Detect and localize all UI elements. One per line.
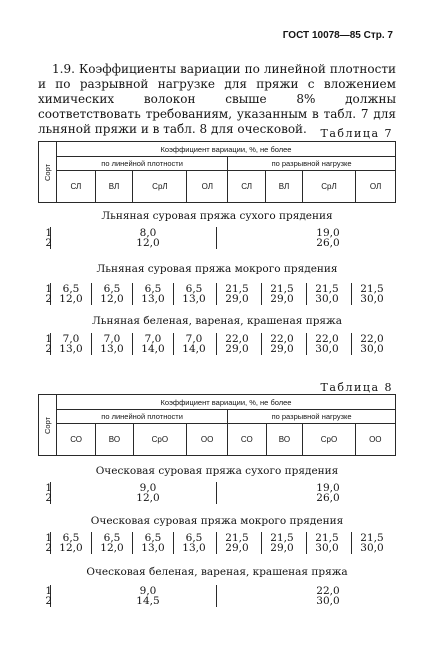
table-row: 1 9,0 19,0 [45, 482, 340, 494]
table8-col: СО [57, 424, 96, 456]
table7-col: СЛ [228, 171, 266, 203]
table8-col: ОО [187, 424, 228, 456]
table8-section-title: Оческовая беленая, вареная, крашеная пряжа [86, 566, 348, 578]
table8-col: ВО [266, 424, 303, 456]
table7-col: СрЛ [133, 171, 187, 203]
table8-col: СО [228, 424, 266, 456]
table-row: 2 12,0 12,0 13,0 13,0 29,0 29,0 30,0 30,0 [45, 293, 384, 305]
table7-sort-header: Сорт [39, 142, 57, 203]
table-row: 2 14,5 30,0 [45, 595, 340, 607]
table-row: 1 8,0 19,0 [45, 227, 340, 239]
table7-group-break: по разрывной нагрузке [228, 157, 396, 171]
table7-col: ОЛ [187, 171, 228, 203]
table7-section-title: Льняная беленая, вареная, крашеная пряжа [92, 315, 342, 327]
table7-col: ВЛ [266, 171, 303, 203]
page-header: ГОСТ 10078—85 Стр. 7 [282, 30, 393, 41]
table8-group-break: по разрывной нагрузке [228, 410, 396, 424]
table7-col: СЛ [57, 171, 96, 203]
table8-coef-title: Коэффициент вариации, %, не более [57, 395, 396, 410]
table-row: 1 6,5 6,5 6,5 6,5 21,5 21,5 21,5 21,5 [45, 532, 384, 544]
table-row: 2 12,0 12,0 13,0 13,0 29,0 29,0 30,0 30,0 [45, 542, 384, 554]
table7-col: ВЛ [95, 171, 133, 203]
table7-col: СрЛ [303, 171, 356, 203]
table8-header [38, 394, 396, 456]
table8-section-title: Оческовая суровая пряжа мокрого прядения [90, 515, 344, 527]
table8-col: ВО [96, 424, 134, 456]
table7-group-linear: по линейной плотности [57, 157, 228, 171]
table-row: 1 6,5 6,5 6,5 6,5 21,5 21,5 21,5 21,5 [45, 283, 384, 295]
table7-coef-title: Коэффициент вариации, %, не более [57, 142, 396, 157]
table7-header [38, 141, 396, 203]
intro-paragraph: 1.9. Коэффициенты вариации по линейной плотности и по разрывной нагрузке для пряжи с вложением химических волокон свыше 8% должны соответствовать требованиям, указанным в табл. 7 для льняной пряжи и в табл. 8 для оческовой. [38, 62, 396, 136]
table-row: 1 7,0 7,0 7,0 7,0 22,0 22,0 22,0 22,0 [45, 333, 384, 345]
table8-sort-header: Сорт [39, 395, 57, 456]
table-row: 1 9,0 22,0 [45, 585, 340, 597]
table-row: 2 12,0 26,0 [45, 492, 340, 504]
table7-section-title: Льняная суровая пряжа мокрого прядения [96, 263, 338, 275]
table8-col: СрО [303, 424, 355, 456]
table8-col: ОО [355, 424, 395, 456]
table8-group-linear: по линейной плотности [57, 410, 228, 424]
table8-caption: Таблица 8 [320, 381, 393, 394]
table8-section-title: Оческовая суровая пряжа сухого прядения [95, 465, 339, 477]
table7-section-title: Льняная суровая пряжа сухого прядения [101, 210, 333, 222]
table7-caption: Таблица 7 [320, 127, 393, 140]
table-row: 2 12,0 26,0 [45, 237, 340, 249]
table7-col: ОЛ [356, 171, 396, 203]
table8-col: СрО [133, 424, 186, 456]
table-row: 2 13,0 13,0 14,0 14,0 29,0 29,0 30,0 30,0 [45, 343, 384, 355]
